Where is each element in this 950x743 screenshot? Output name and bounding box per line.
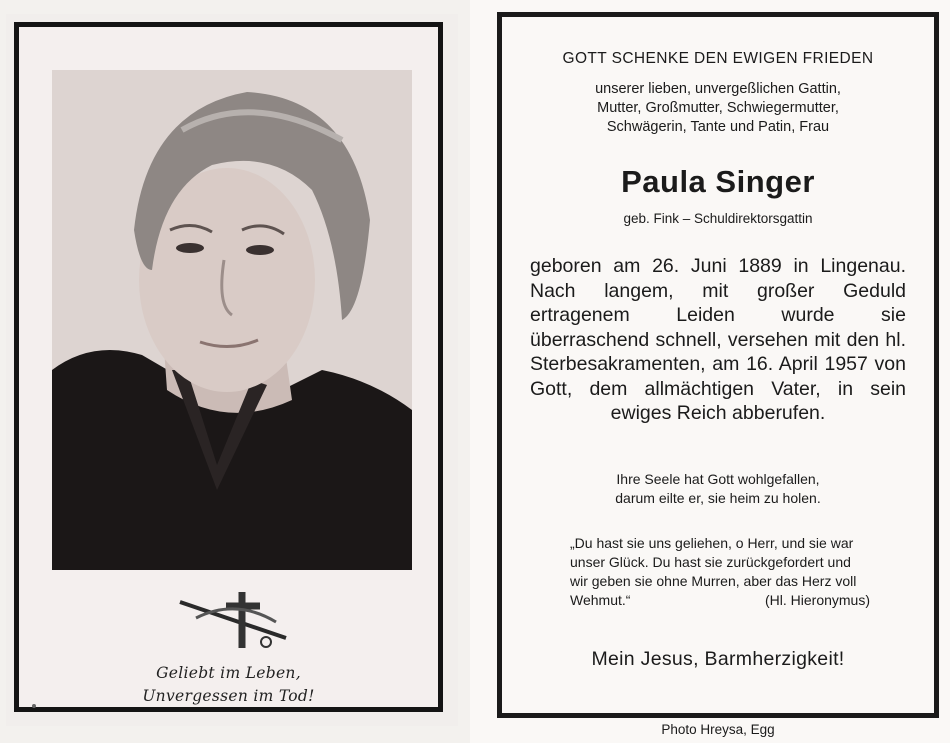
verse-line: Ihre Seele hat Gott wohlgefallen, xyxy=(616,471,820,487)
closing-prayer: Mein Jesus, Barmherzigkeit! xyxy=(591,648,845,670)
motto-line-1: Geliebt im Leben, xyxy=(156,664,301,682)
photo-credit: Photo Hreysa, Egg xyxy=(661,722,775,737)
verse-line: darum eilte er, sie heim zu holen. xyxy=(615,490,821,506)
right-card xyxy=(470,0,950,743)
portrait-photo xyxy=(52,70,412,570)
intro-line: unserer lieben, unvergeßlichen Gattin, xyxy=(595,81,841,97)
maiden-name-subtitle: geb. Fink – Schuldirektorsgattin xyxy=(623,211,813,226)
quote-attribution: (Hl. Hieronymus) xyxy=(764,592,870,608)
deceased-name: Paula Singer xyxy=(621,164,815,199)
quote-block xyxy=(570,534,870,610)
verse xyxy=(497,470,939,508)
intro-text xyxy=(497,80,939,137)
motto-line-2: Unvergessen im Tod! xyxy=(142,687,315,705)
intro-line: Mutter, Großmutter, Schwiegermutter, xyxy=(597,100,839,116)
left-card xyxy=(6,14,458,726)
heading: GOTT SCHENKE DEN EWIGEN FRIEDEN xyxy=(562,50,874,67)
intro-line: Schwägerin, Tante und Patin, Frau xyxy=(606,119,830,135)
biography-text: geboren am 26. Juni 1889 in Lingenau. Nach langem, mit großer Geduld ertragenem Leiden wurde sie überraschend schnell, versehen mit den hl. Sterbesakramenten, am 16. April 1957 von Gott, dem allmächtigen Vater, in sein ewiges Reich abberufen. xyxy=(530,255,906,424)
cross-with-sword-and-palm-icon xyxy=(176,588,296,652)
quote-text: „Du hast sie uns geliehen, o Herr, und sie war unser Glück. Du hast sie zurückgefordert und wir geben sie ohne Murren, aber das Herz voll Wehmut.“ xyxy=(570,535,857,608)
speck xyxy=(32,704,36,708)
